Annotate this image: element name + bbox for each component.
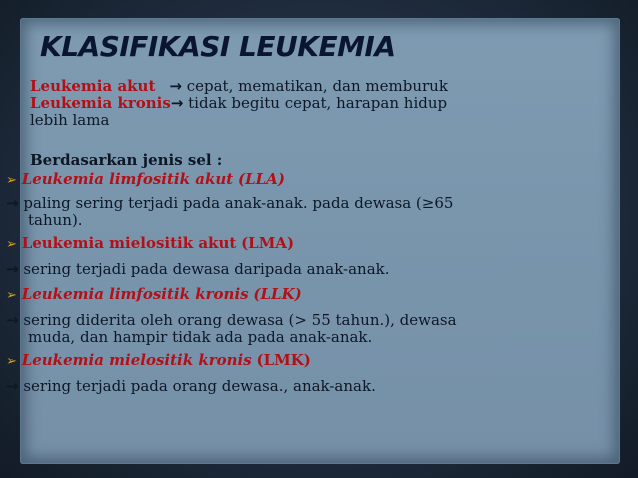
type-abbr: (LMA) <box>241 234 295 252</box>
type-abbr: (LLA) <box>237 170 285 188</box>
type-item <box>6 171 588 189</box>
intro-item <box>30 78 588 95</box>
bullet-arrow-icon: ➢ <box>6 354 17 369</box>
type-desc: → paling sering terjadi pada anak-anak. pada dewasa (≥65 tahun). <box>6 194 454 229</box>
intro-item <box>30 95 588 129</box>
bullet-arrow-icon: ➢ <box>6 237 17 252</box>
subheading: Berdasarkan jenis sel : <box>30 151 223 169</box>
type-name: Leukemia mielositik akut <box>21 234 237 252</box>
term-desc-cont: lebih lama <box>30 111 110 129</box>
term-desc: cepat, mematikan, dan memburuk <box>181 77 448 95</box>
type-name: Leukemia mielositik kronis <box>21 351 252 369</box>
arrow-icon: → <box>169 77 182 95</box>
arrow-icon: → <box>6 194 19 212</box>
term-desc: tidak begitu cepat, harapan hidup <box>183 94 448 112</box>
arrow-icon: → <box>6 260 19 278</box>
type-name: Leukemia limfositik akut <box>21 170 234 188</box>
arrow-icon: → <box>6 311 19 329</box>
type-desc: → sering terjadi pada orang dewasa., anak-anak. <box>6 377 376 395</box>
type-abbr: (LLK) <box>253 285 302 303</box>
type-item <box>6 352 588 370</box>
type-item <box>6 286 588 304</box>
type-item <box>6 235 588 253</box>
term-label: Leukemia akut <box>30 77 156 95</box>
arrow-icon: → <box>170 94 184 112</box>
arrow-icon: → <box>6 377 19 395</box>
slide-title: KLASIFIKASI LEUKEMIA <box>40 30 396 63</box>
type-name: Leukemia limfositik kronis <box>21 285 249 303</box>
slide-content <box>6 77 588 395</box>
type-desc: → sering diderita oleh orang dewasa (> 55 tahun.), dewasa muda, dan hampir tidak ada pada anak-anak. <box>6 311 457 346</box>
term-label: Leukemia kronis <box>30 94 171 112</box>
bullet-arrow-icon: ➢ <box>6 288 17 303</box>
bullet-arrow-icon: ➢ <box>6 173 17 188</box>
type-desc: → sering terjadi pada dewasa daripada anak-anak. <box>6 260 390 278</box>
type-abbr: (LMK) <box>256 351 311 369</box>
